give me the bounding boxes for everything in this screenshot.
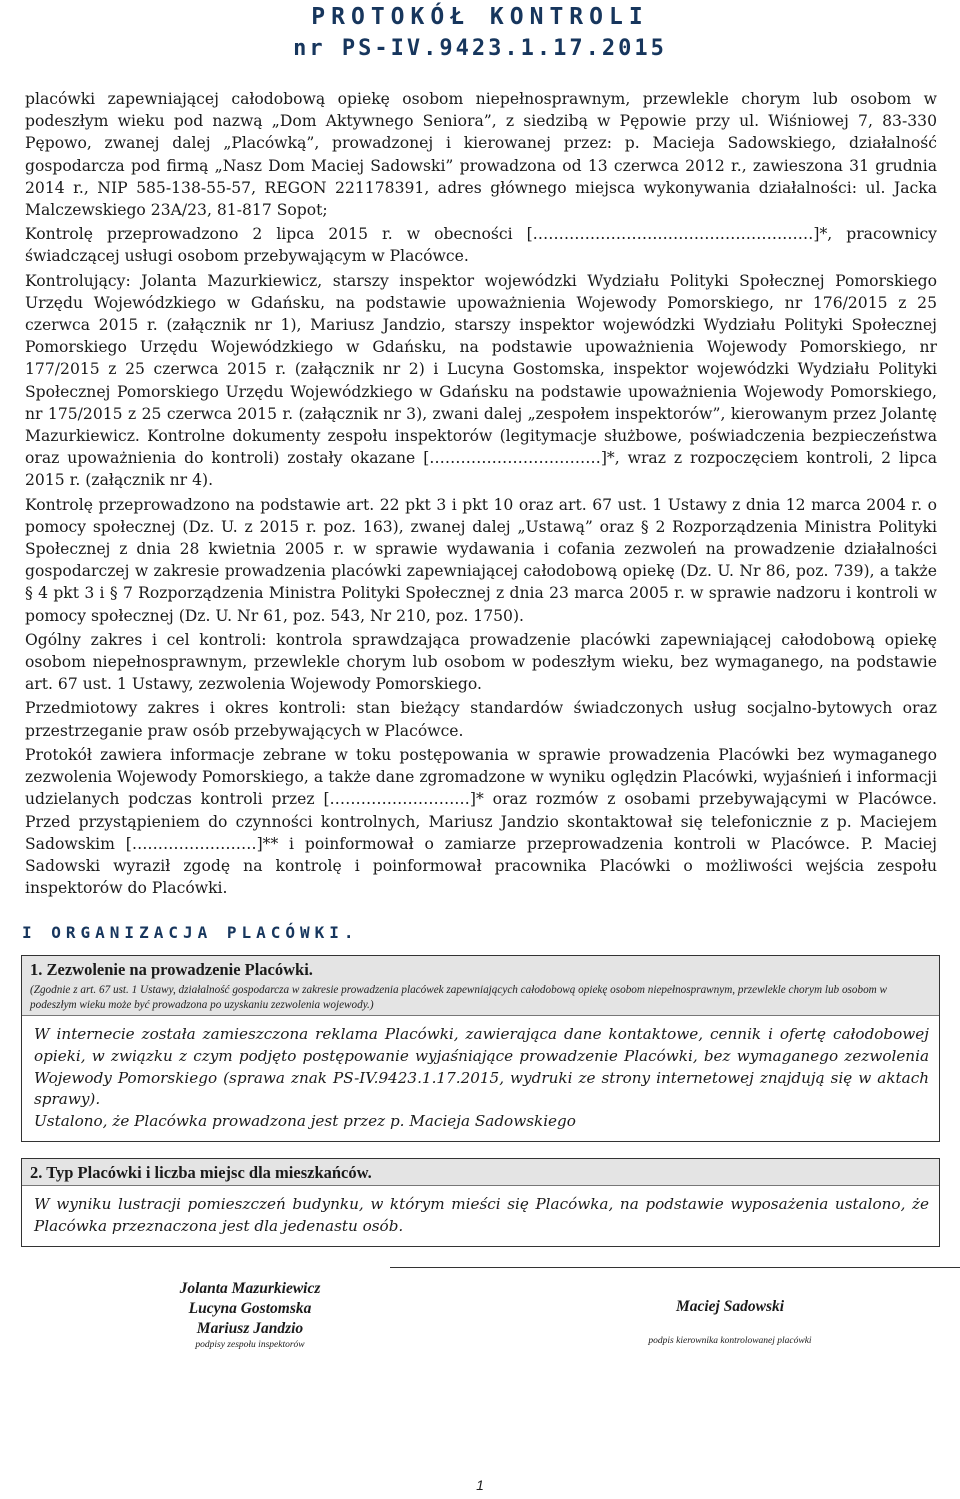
paragraph-placowka: placówki zapewniającej całodobową opiekę osobom niepełnosprawnym, przewlekle chorym lub osobom w podeszłym wieku pod nazwą „Dom Aktywnego Seniora”, z siedzibą w Pępowie przy ul. Wiśniowej 7, 83-330 Pępowo, zwanej dalej „Placówką”, prowadzonej i kierowanej przez: p. Macieja Sadowskiego, działalność gospodarcza pod firmą „Nasz Dom Maciej Sadowski” prowadzona od 13 czerwca 2012 r., zawieszona 31 grudnia 2014 r., NIP 585-138-55-57, REGON 221178391, adres głównego miejsca wykonywania działalności: ul. Jacka Malczewskiego 23A/23, 81-817 Sopot; [25, 90, 937, 220]
manager-signature: Maciej Sadowski [675, 1298, 785, 1315]
permit-box-header [22, 956, 939, 1016]
paragraph-zakres-przedmiotowy: Przedmiotowy zakres i okres kontroli: stan bieżący standardów świadczonych usług socjalno-bytowych oraz przestrzeganie praw osób przebywających w Placówce. [25, 699, 937, 740]
permit-box-content [22, 1016, 939, 1141]
paragraph-informacje: Protokół zawiera informacje zebrane w toku postępowania w sprawie prowadzenia Placówki bez wymaganego zezwolenia Wojewody Pomorskiego, a także dane zgromadzone w wyniku oględzin Placówki, wyjaśnień i informacji udzielanych podczas kontroli przez [………………………]* oraz rozmów z osobami przebywającymi w Placówce. Przed przystąpieniem do czynności kontrolnych, Mariusz Jandzio skontaktował się telefonicznie z p. Maciejem Sadowskim [……………………]** i poinformował o zamiarze przeprowadzenia kontroli w Placówce. P. Maciej Sadowski wyraził zgodę na kontrolę i poinformował pracownika Placówki o możliwości wejścia zespołu inspektorów do Placówki. [25, 745, 937, 898]
document-title: PROTOKÓŁ KONTROLI [311, 4, 649, 30]
inspector-signature: Jolanta Mazurkiewicz [179, 1280, 321, 1297]
section-heading: I ORGANIZACJA PLACÓWKI. [22, 923, 359, 942]
type-box-title: 2. Typ Placówki i liczba miejsc dla mieszkańców. [30, 1163, 372, 1182]
inspector-signature: Mariusz Jandzio [196, 1320, 304, 1337]
paragraph-kontrola-data: Kontrolę przeprowadzono 2 lipca 2015 r. w obecności [………………………………………………]*, pracownicy świadczącej usługi osobom przebywającym w Placówce. [25, 225, 937, 266]
permit-box [21, 955, 940, 1142]
paragraph-zakres-ogolny: Ogólny zakres i cel kontroli: kontrola sprawdzająca prowadzenie placówki zapewniającej całodobową opiekę osobom niepełnosprawnym, przewlekle chorym lub osobom w podeszłym wieku, bez wymaganego, na podstawie art. 67 ust. 1 Ustawy, zezwolenia Wojewody Pomorskiego. [25, 630, 937, 694]
type-box-content [22, 1186, 939, 1246]
manager-signature-block [580, 1297, 880, 1347]
document-number: nr PS-IV.9423.1.17.2015 [293, 36, 667, 61]
manager-caption: podpis kierownika kontrolowanej placówki [648, 1336, 812, 1346]
page-number: 1 [476, 1477, 484, 1493]
inspector-signature: Lucyna Gostomska [188, 1300, 312, 1317]
permit-conclusion: Ustalono, że Placówka prowadzona jest przez p. Macieja Sadowskiego [34, 1112, 576, 1131]
protocol-body [25, 88, 937, 901]
inspectors-signature-block [90, 1279, 410, 1351]
signature-separator [390, 1267, 960, 1268]
paragraph-podstawa-prawna: Kontrolę przeprowadzono na podstawie art. 22 pkt 3 i pkt 10 oraz art. 67 ust. 1 Ustawy z dnia 12 marca 2004 r. o pomocy społecznej (Dz. U. z 2015 r. poz. 163), zwanej dalej „Ustawą” oraz § 2 Rozporządzenia Ministra Polityki Społecznej z dnia 28 kwietnia 2005 r. w sprawie wydawania i cofania zezwoleń na prowadzenie działalności gospodarczej w zakresie prowadzenia placówki zapewniającej całodobową opiekę (Dz. U. Nr 86, poz. 739), a także § 4 pkt 3 i § 7 Rozporządzenia Ministra Polityki Społecznej z dnia 23 marca 2005 r. w sprawie nadzoru i kontroli w pomocy społecznej (Dz. U. Nr 61, poz. 543, Nr 210, poz. 1750). [25, 495, 937, 625]
permit-box-title: 1. Zezwolenie na prowadzenie Placówki. [30, 960, 313, 979]
type-finding: W wyniku lustracji pomieszczeń budynku, w którym mieści się Placówka, na podstawie wyposażenia ustalono, że Placówka przeznaczona jest dla jedenastu osób. [34, 1195, 929, 1235]
permit-box-note: (Zgodnie z art. 67 ust. 1 Ustawy, działalność gospodarcza w zakresie prowadzenia placówek zapewniających całodobową opiekę osobom niepełnosprawnym, przewlekle chorym lub osobom w podeszłym wieku może być prowadzona po uzyskaniu zezwolenia wojewody.) [30, 984, 888, 1011]
type-box-header [22, 1159, 939, 1186]
paragraph-kontrolujacy: Kontrolujący: Jolanta Mazurkiewicz, starszy inspektor wojewódzki Wydziału Polityki Społecznej Pomorskiego Urzędu Wojewódzkiego w Gdańsku, na podstawie upoważnienia Wojewody Pomorskiego, nr 176/2015 z 25 czerwca 2015 r. (załącznik nr 1), Mariusz Jandzio, starszy inspektor wojewódzki Wydziału Polityki Społecznej Pomorskiego Urzędu Wojewódzkiego w Gdańsku, na podstawie upoważnienia Wojewody Pomorskiego, nr 177/2015 z 25 czerwca 2015 r. (załącznik nr 2) i Lucyna Gostomska, inspektor wojewódzki Wydziału Polityki Społecznej Pomorskiego Urzędu Wojewódzkiego w Gdańsku na podstawie upoważnienia Wojewody Pomorskiego, nr 175/2015 z 25 czerwca 2015 r. (załącznik nr 3), zwani dalej „zespołem inspektorów”, kierowanym przez Jolantę Mazurkiewicz. Kontrolne dokumenty zespołu inspektorów (legitymacje służbowe, poświadczenia bezpieczeństwa oraz upoważnienia do kontroli) zostały okazane [……………………………]*, wraz z rozpoczęciem kontroli, 2 lipca 2015 r. (załącznik nr 4). [25, 271, 937, 490]
type-box [21, 1158, 940, 1247]
inspectors-caption: podpisy zespołu inspektorów [195, 1340, 305, 1350]
permit-finding: W internecie została zamieszczona reklama Placówki, zawierająca dane kontaktowe, cennik i ofertę całodobowej opieki, w związku z czym podjęto postępowanie wyjaśniające prowadzenie Placówki, bez wymaganego zezwolenia Wojewody Pomorskiego (sprawa znak PS-IV.9423.1.17.2015, wydruki ze strony internetowej znajdują się w aktach sprawy). [34, 1025, 929, 1109]
